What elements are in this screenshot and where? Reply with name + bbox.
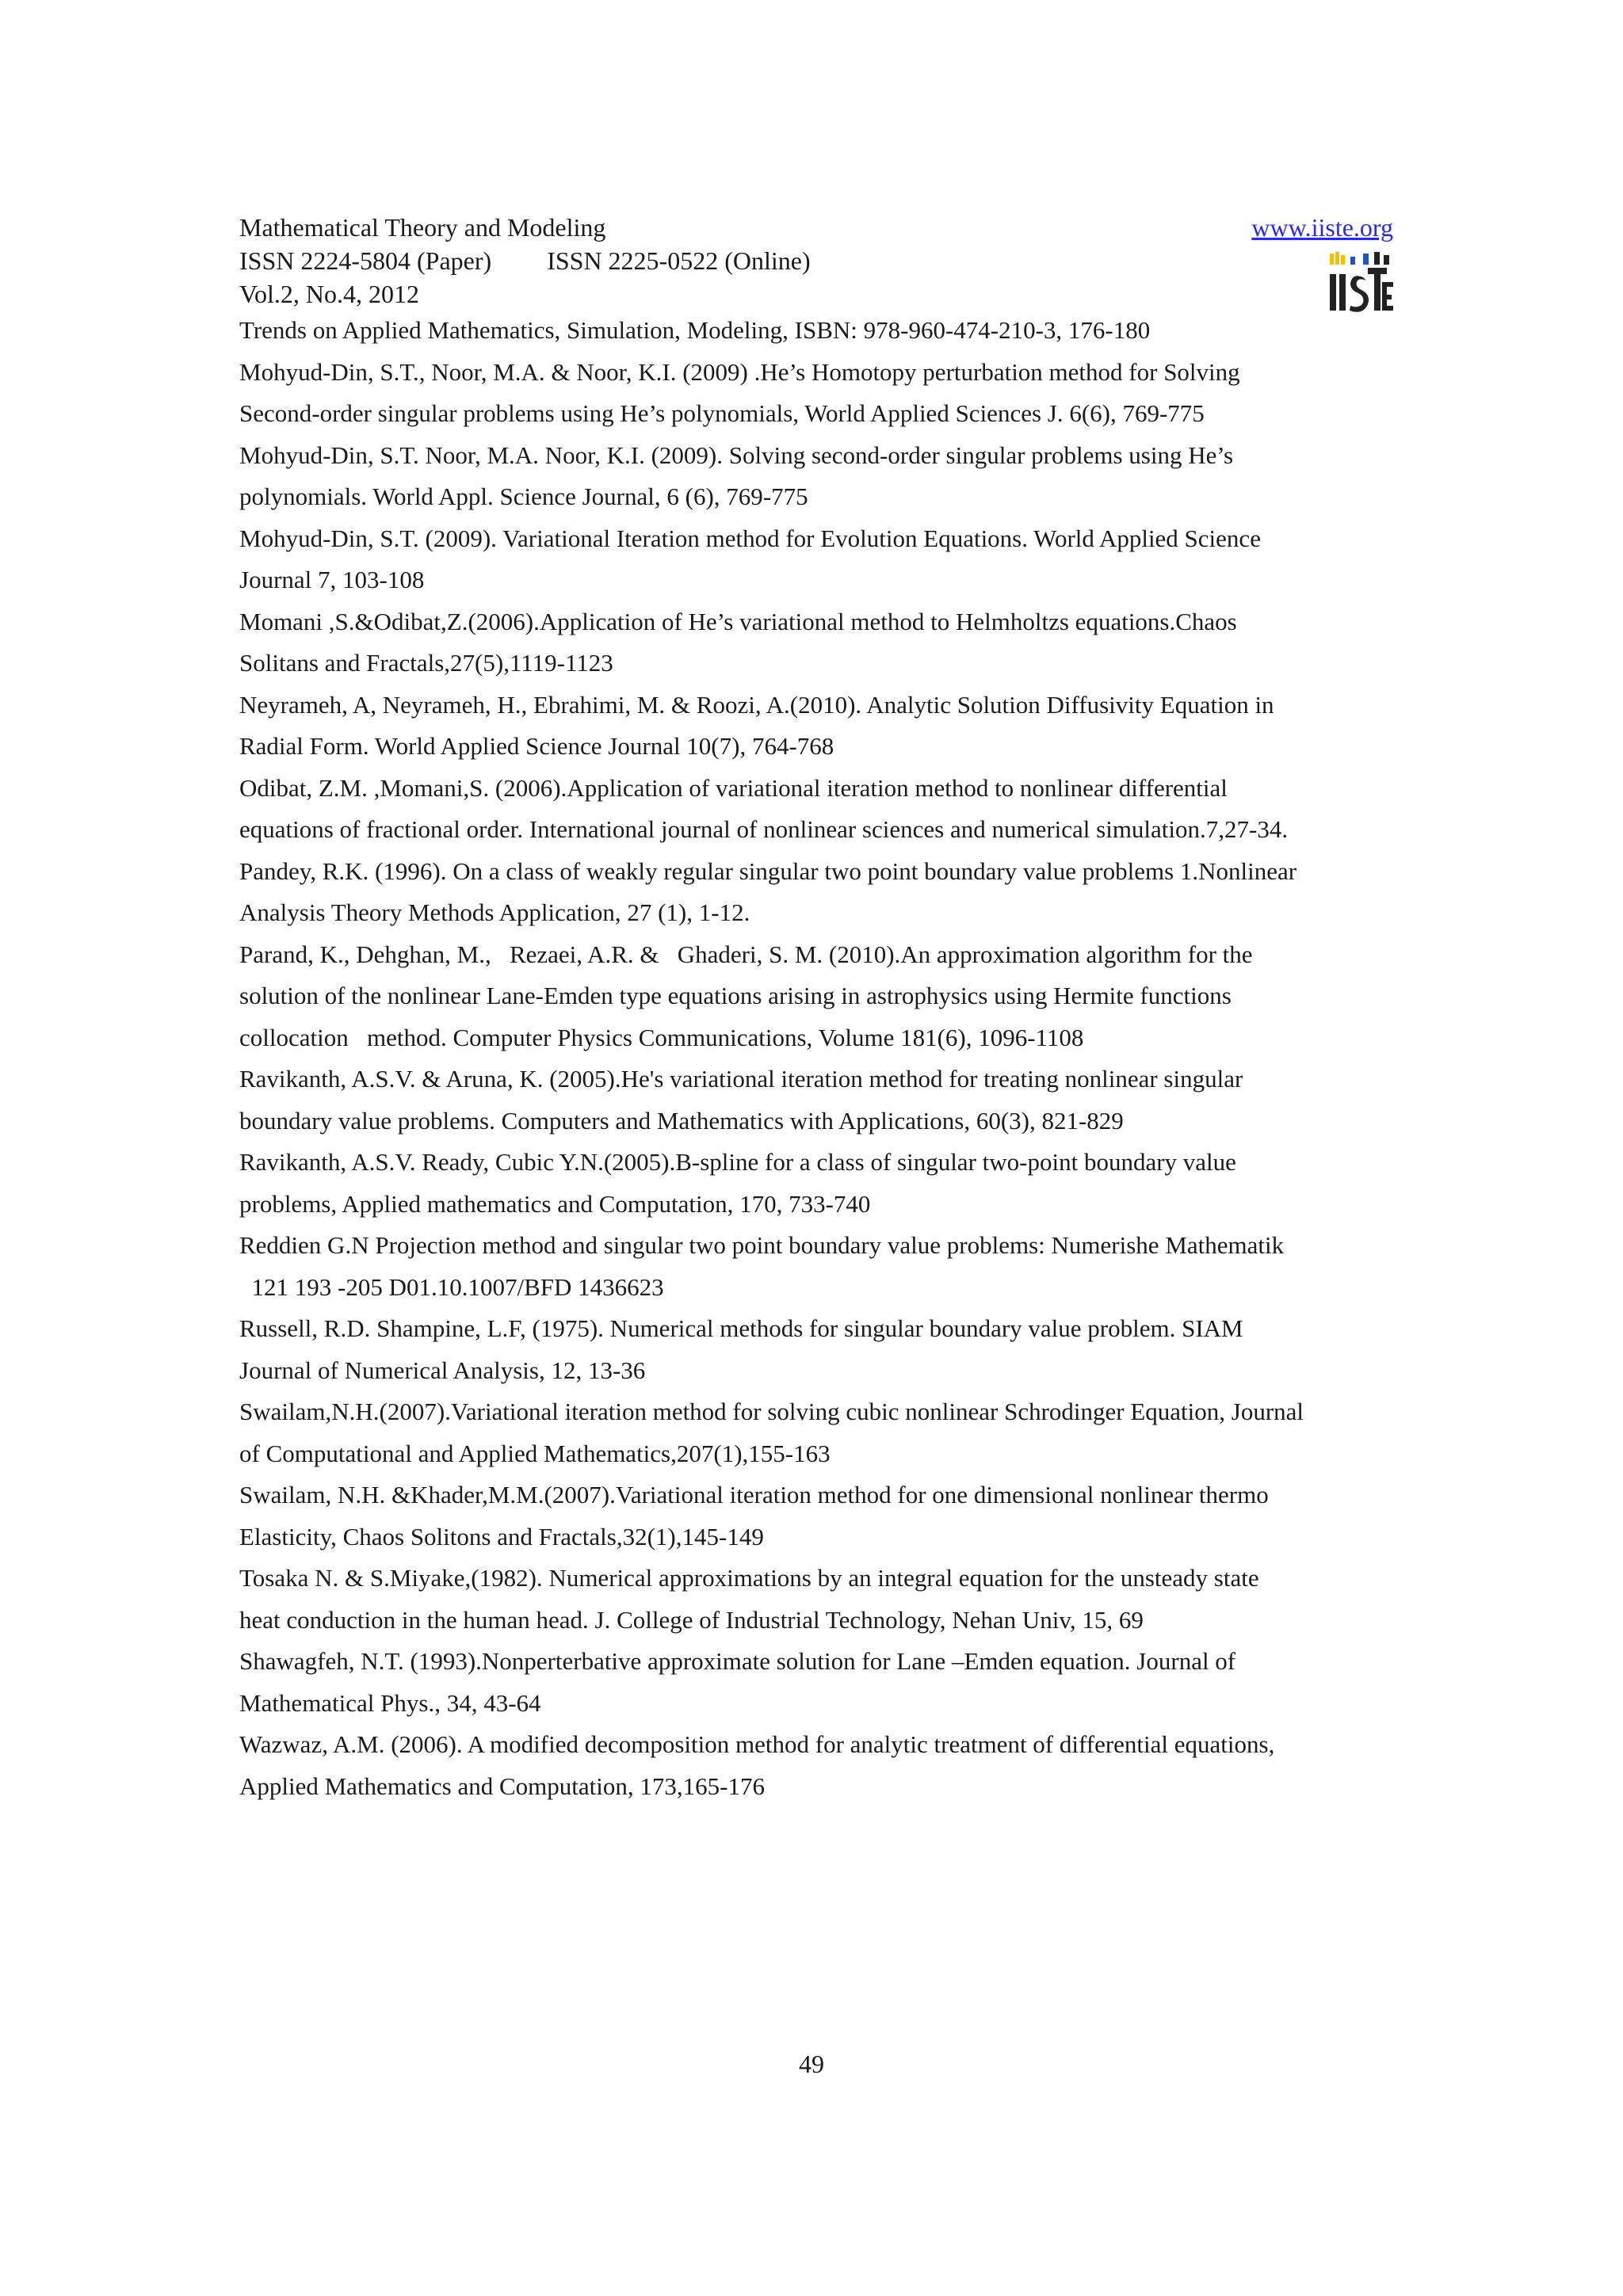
reference-line: Russell, R.D. Shampine, L.F, (1975). Numerical methods for singular boundary value problem. SIAM — [239, 1314, 1243, 1342]
reference-line: Second-order singular problems using He’s polynomials, World Applied Sciences J. 6(6), 769-775 — [239, 399, 1205, 427]
reference-line: Pandey, R.K. (1996). On a class of weakly regular singular two point boundary value problems 1.Nonlinear — [239, 856, 1297, 885]
reference-line: Reddien G.N Projection method and singular two point boundary value problems: Numerishe Mathematik — [239, 1231, 1285, 1259]
reference-line: Tosaka N. & S.Miyake,(1982). Numerical approximations by an integral equation for the unsteady state — [239, 1564, 1259, 1592]
page-header — [239, 211, 1393, 311]
reference-line: Odibat, Z.M. ,Momani,S. (2006).Application of variational iteration method to nonlinear differential — [239, 773, 1228, 802]
volume-info: Vol.2, No.4, 2012 — [239, 280, 419, 308]
reference-line: collocation method. Computer Physics Communications, Volume 181(6), 1096-1108 — [239, 1023, 1084, 1051]
reference-line: Elasticity, Chaos Solitons and Fractals,32(1),145-149 — [239, 1522, 764, 1550]
reference-line: solution of the nonlinear Lane-Emden type equations arising in astrophysics using Hermite functions — [239, 982, 1232, 1009]
reference-line: Ravikanth, A.S.V. Ready, Cubic Y.N.(2005).B-spline for a class of singular two-point boundary value — [239, 1148, 1236, 1176]
journal-website-link[interactable]: www.iiste.org — [1251, 213, 1393, 242]
reference-line: Mohyud-Din, S.T., Noor, M.A. & Noor, K.I. (2009) .He’s Homotopy perturbation method for Solving — [239, 357, 1240, 386]
reference-line: Radial Form. World Applied Science Journal 10(7), 764-768 — [239, 732, 834, 760]
reference-line: Solitans and Fractals,27(5),1119-1123 — [239, 649, 613, 677]
reference-line: Ravikanth, A.S.V. & Aruna, K. (2005).He's variational iteration method for treating nonlinear singular — [239, 1065, 1243, 1093]
page-number: 49 — [799, 2050, 824, 2078]
issn-line — [239, 244, 1393, 277]
reference-line: Neyrameh, A, Neyrameh, H., Ebrahimi, M. & Roozi, A.(2010). Analytic Solution Diffusivity Equation in — [239, 690, 1274, 719]
reference-line: Swailam,N.H.(2007).Variational iteration method for solving cubic nonlinear Schrodinger Equation, Journal — [239, 1398, 1304, 1425]
reference-line: Trends on Applied Mathematics, Simulation, Modeling, ISBN: 978-960-474-210-3, 176-180 — [239, 316, 1151, 344]
reference-line: boundary value problems. Computers and Mathematics with Applications, 60(3), 821-829 — [239, 1106, 1124, 1135]
reference-line: Wazwaz, A.M. (2006). A modified decomposition method for analytic treatment of differential equations, — [239, 1730, 1275, 1758]
reference-line: Analysis Theory Methods Application, 27 (1), 1-12. — [239, 898, 750, 926]
reference-line: problems, Applied mathematics and Computation, 170, 733-740 — [239, 1189, 871, 1218]
reference-line: Mohyud-Din, S.T. Noor, M.A. Noor, K.I. (2009). Solving second-order singular problems using He’s — [239, 441, 1234, 469]
reference-line: 121 193 -205 D01.10.1007/BFD 1436623 — [239, 1272, 664, 1301]
reference-line: Journal of Numerical Analysis, 12, 13-36 — [239, 1356, 646, 1384]
reference-line: Mathematical Phys., 34, 43-64 — [239, 1688, 541, 1717]
journal-title: Mathematical Theory and Modeling — [239, 213, 606, 242]
reference-line: Journal 7, 103-108 — [239, 566, 425, 593]
reference-line: Mohyud-Din, S.T. (2009). Variational Iteration method for Evolution Equations. World Applied Science — [239, 524, 1261, 552]
reference-line: Applied Mathematics and Computation, 173,165-176 — [239, 1772, 765, 1800]
issn-paper: ISSN 2224-5804 (Paper) — [239, 246, 492, 275]
issn-online: ISSN 2225-0522 (Online) — [547, 246, 811, 275]
iiste-logo — [1328, 250, 1395, 314]
reference-line: of Computational and Applied Mathematics,207(1),155-163 — [239, 1439, 831, 1467]
reference-line: polynomials. World Appl. Science Journal, 6 (6), 769-775 — [239, 482, 808, 510]
reference-list — [239, 310, 1404, 1807]
reference-line: Swailam, N.H. &Khader,M.M.(2007).Variational iteration method for one dimensional nonlinear thermo — [239, 1481, 1269, 1508]
reference-line: Momani ,S.&Odibat,Z.(2006).Application of He’s variational method to Helmholtzs equations.Chaos — [239, 607, 1237, 635]
reference-line: Parand, K., Dehghan, M., Rezaei, A.R. & Ghaderi, S. M. (2010).An approximation algorithm for the — [239, 940, 1253, 968]
reference-line: heat conduction in the human head. J. College of Industrial Technology, Nehan Univ, 15, 69 — [239, 1605, 1144, 1634]
reference-line: Shawagfeh, N.T. (1993).Nonperterbative approximate solution for Lane –Emden equation. Journal of — [239, 1647, 1236, 1675]
reference-line: equations of fractional order. International journal of nonlinear sciences and numerical simulation.7,27-34. — [239, 815, 1289, 843]
